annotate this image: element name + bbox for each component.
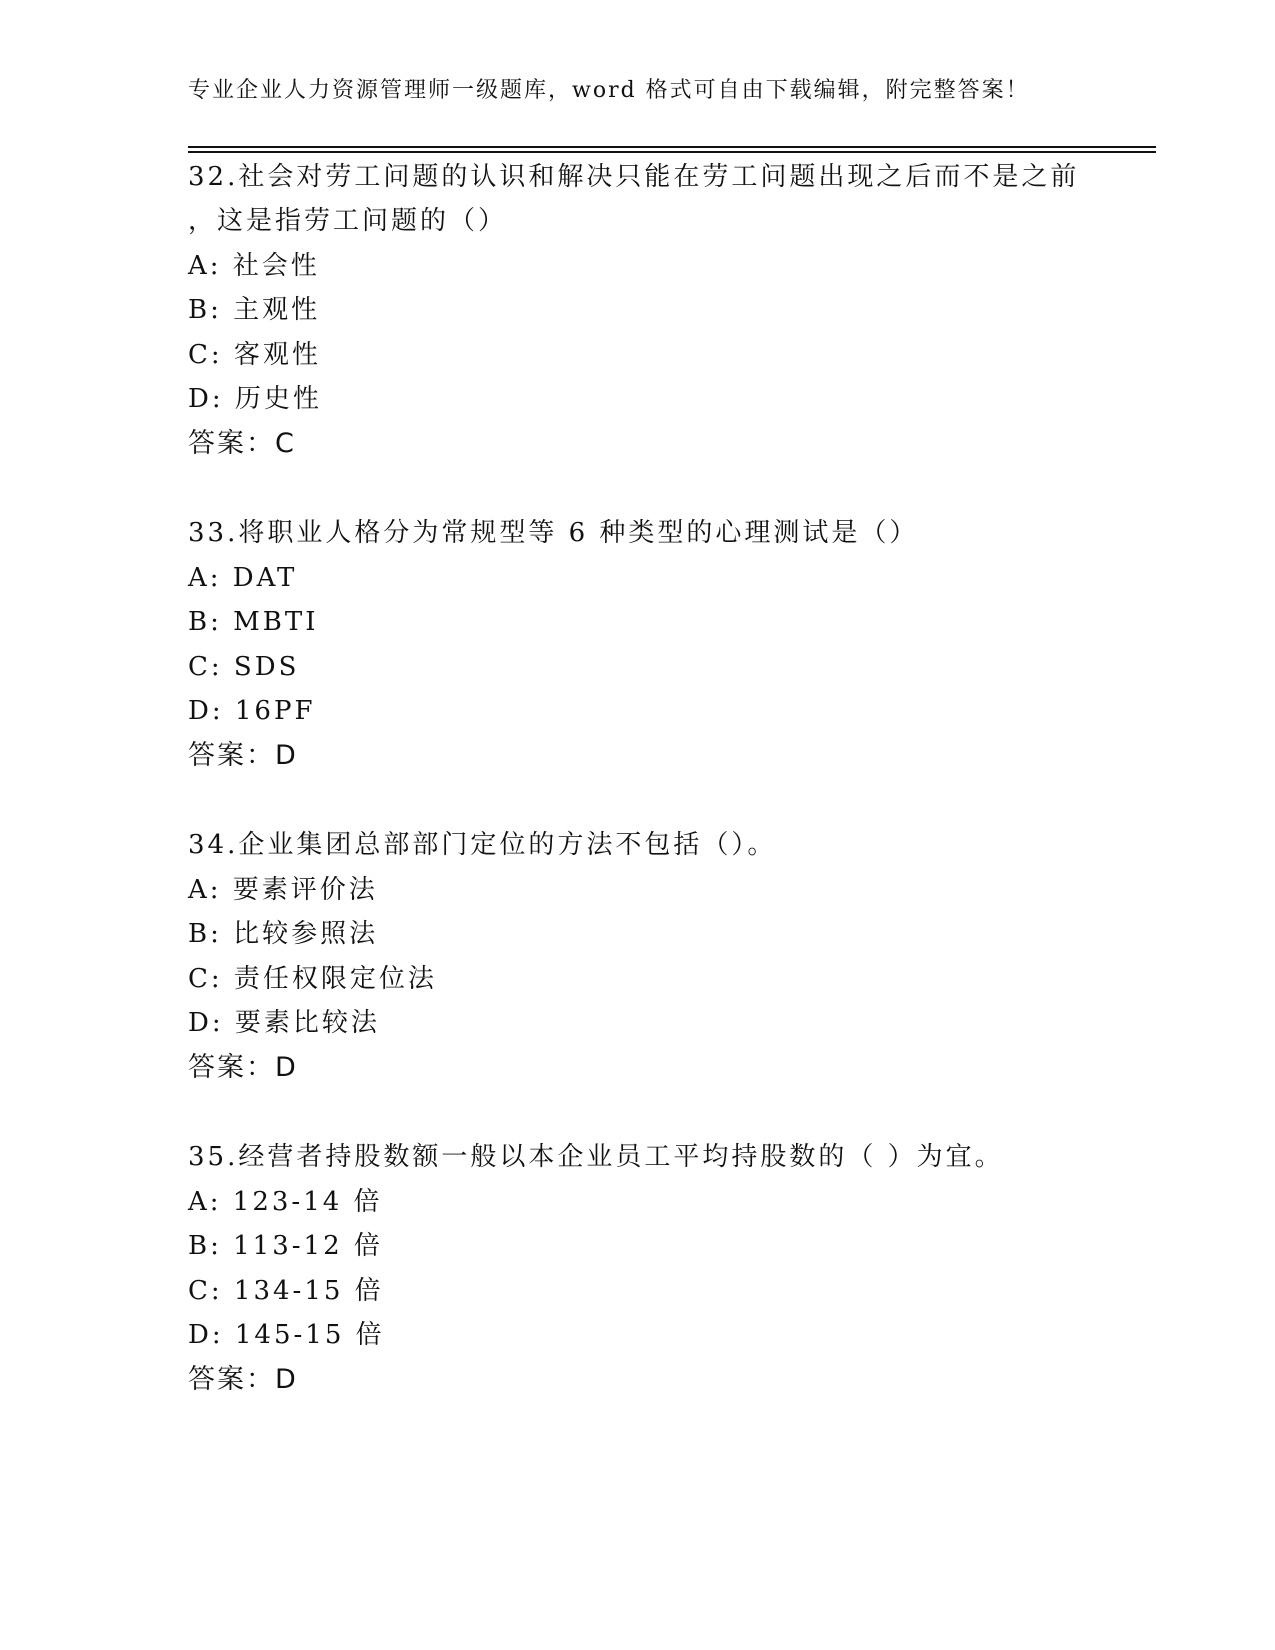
option-a: A: 要素评价法 (188, 875, 378, 905)
answer-label: 答案：D (188, 740, 298, 771)
header-title: 专业企业人力资源管理师一级题库，word 格式可自由下载编辑，附完整答案！ (188, 78, 1030, 103)
option-d: D: 16PF (188, 696, 316, 726)
option-d: D: 要素比较法 (188, 1008, 380, 1038)
question-stem: 32.社会对劳工问题的认识和解决只能在劳工问题出现之后而不是之前 (188, 162, 1080, 192)
answer-label: 答案：C (188, 428, 296, 459)
header-rule-thin (188, 151, 1156, 153)
question-stem: ，这是指劳工问题的（） (188, 206, 508, 236)
answer-label: 答案：D (188, 1052, 298, 1083)
option-a: A: DAT (188, 563, 298, 593)
question-stem: 33.将职业人格分为常规型等 6 种类型的心理测试是（） (188, 518, 919, 548)
option-c: C: 责任权限定位法 (188, 964, 437, 994)
option-d: D: 145-15 倍 (188, 1320, 385, 1350)
option-b: B: 比较参照法 (188, 919, 379, 949)
question-stem: 35.经营者持股数额一般以本企业员工平均持股数的（ ）为宜。 (188, 1142, 1004, 1172)
option-b: B: 113-12 倍 (188, 1231, 383, 1261)
option-b: B: MBTI (188, 607, 319, 637)
option-c: C: SDS (188, 652, 300, 682)
answer-label: 答案：D (188, 1364, 298, 1395)
option-a: A: 社会性 (188, 251, 320, 281)
option-a: A: 123-14 倍 (188, 1187, 383, 1217)
option-b: B: 主观性 (188, 295, 321, 325)
question-stem: 34.企业集团总部部门定位的方法不包括（）。 (188, 830, 777, 860)
option-d: D: 历史性 (188, 384, 322, 414)
option-c: C: 134-15 倍 (188, 1276, 384, 1306)
header-rule-thick (188, 146, 1156, 148)
option-c: C: 客观性 (188, 340, 321, 370)
